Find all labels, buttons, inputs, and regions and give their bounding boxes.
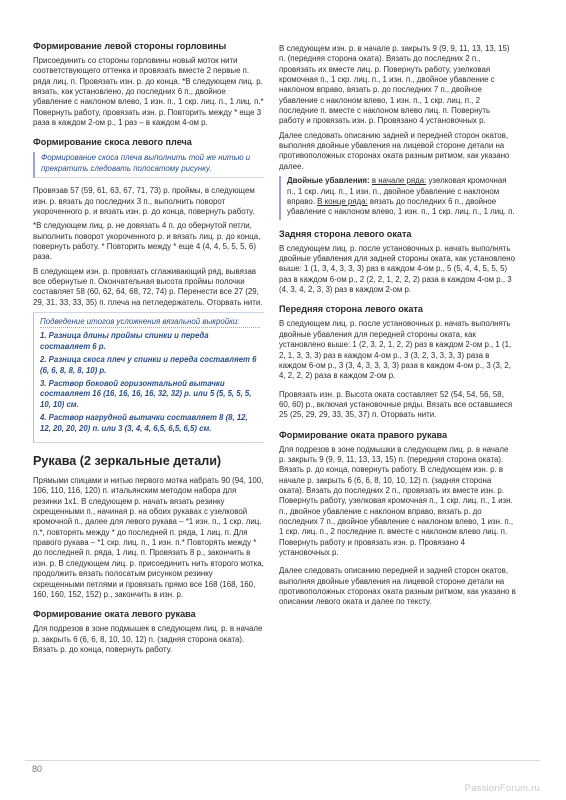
paragraph-cap-height: Провязать изн. р. Высота оката составляет 52 (54, 54, 56, 58, 60, 60) р., включая установочные ряды. Вязать все оставшиеся 25 (25, 29, 29, 33, 35, 37) п. Оторвать нити. <box>279 389 513 420</box>
watermark: PassionForum.ru <box>464 783 540 794</box>
paragraph-front-cap: В следующем лиц. р. после установочных р. начать выполнять двойные убавления для передней стороны оката, как установлено выше: 1 (2, 3, 2, 1, 2, 2) раз в каждом 2-ом р., 1 (1, 2, 1, 3, 3, 3) раз в каждом 4-ом р., 3 (3, 2, 3, 3, 3, 3) раза в каждом 6-ом р., 3 (3, 4, 3, 3, 3, 3) раза в каждом 4-ом р., 3 (3, 2, 4, 2, 2, 2) раза в каждом 2-ом р. <box>279 319 512 381</box>
heading-left-shoulder: Формирование скоса левого плеча <box>33 137 192 148</box>
row-end-label: В конце ряда: <box>317 196 368 206</box>
footer-divider <box>25 760 540 761</box>
summary-item: 1. Разница длины проймы спинки и переда составляет 6 р. <box>40 331 209 351</box>
heading-left-sleeve-cap: Формирование оката левого рукава <box>33 609 196 620</box>
heading-left-neckline: Формирование левой стороны горловины <box>33 41 227 51</box>
paragraph-sleeves: Прямыми спицами и нитью первого мотка набрать 90 (94, 100, 106, 110, 116, 120) п. итальянским методом набора для резинки 1х1. В следующем р. начать вязать резинку скрещенными п., начиная р. на обоих рукавах с узелковой кромочной п., далее для левого рукава – *1 изн. п., 1 скр. лиц. п.*, повторять между * до последней п. ряда, 1 лиц. п. Для правого рукава – *1 скр. лиц. п., 1 изн. п.* Повторять между * до последней п. ряда, 1 лиц. п. Провязать 8 р., закончить в изн. р. В следующем лиц. р. присоединить нить второго мотка, продолжить вязать полосатым рисунком резинку скрещенными петлями и провязать прямо все 168 (168, 160, 160, 160, 152, 152) р., закончить в изн. р. <box>33 476 264 599</box>
paragraph-back-cap: В следующем лиц. р. после установочных р. начать выполнять двойные убавления для задней стороны оката, как установлено выше: 1 (1, 3, 4, 3, 3, 3) раз в каждом 4-ом р., 5 (5, 4, 4, 5, 5, 5) раз в каждом 6-ом р., 2 (2, 2, 1, 2, 2, 2) раза в каждом 4-ом р., 3 (4, 3, 4, 2, 3, 3) раз в каждом 2-ом р. <box>279 243 515 295</box>
double-decrease-note <box>279 176 517 220</box>
summary-item: 4. Раствор нагрудной вытачки составляет 8 (8, 12, 12, 20, 20, 20) п. или 3 (3, 4, 4, 6,5, 6,5, 6,5) см. <box>40 413 248 433</box>
right-column <box>279 44 517 612</box>
page-number: 80 <box>32 764 43 774</box>
paragraph-shoulder-2: *В следующем лиц. р. не довязать 4 п. до обернутой петли, выполнить поворот укороченного р. и вязать лиц. р. до конца, повернуть работу. * Повторить между * еще 4 (4, 4, 5, 5, 5, 6) раза. <box>33 221 261 262</box>
paragraph-cap-follow: Далее следовать описанию задней и передней сторон окатов, выполняя двойные убавления на лицевой стороне детали на противоположных сторонах оката разным ритмом, как указано далее. <box>279 130 510 171</box>
paragraph-right-sleeve-cap: Для подрезов в зоне подмышки в следующем лиц. р. в начале р. закрыть 9 (9, 9, 11, 13, 13, 15) п. (передняя сторона оката). Вязать р. до конца, повернуть работу. В следующем изн. р. в начале р. закрыть 6 (6, 6, 8, 10, 10, 12) п. (задняя сторона оката). Вязать до последних 2 п., провязать их вместе изн. р. Повернуть работу, узелковая кромочная п., 1 скр. лиц. п., 1 изн. п., двойное убавление с наклоном вправо, вязать р. до последних 7 п., двойное убавление с наклоном влево, 1 изн. п., 1 скр. лиц. п., 2 последние п. вместе с наклоном влево лиц. п. Повернуть работу и провязать изн. р. Провязано 4 установочных р. <box>279 444 514 557</box>
paragraph-shoulder-1: Провязав 57 (59, 61, 63, 67, 71, 73) р. проймы, в следующем изн. р. вязать до последних 3 п., выполнить поворот укороченного р. и вязать изн. р. до конца, повернуть работу. <box>33 186 255 216</box>
row-start-label: в начале ряда: <box>371 176 427 186</box>
row-end-text: вязать до последних 6 п., двойное убавление с наклоном влево, 1 изн. п., 1 скр. лиц. п., 1 лиц. п. <box>287 196 515 217</box>
left-column <box>33 40 264 659</box>
row-start-text: узелковая кромочная п., 1 скр. лиц. п., 1 изн. п., двойное убавление с наклоном вправо. <box>287 176 507 206</box>
note-shoulder: Формирование скоса плеча выполнить той же нитью и прекратить следовать полосатому рисунку. <box>33 152 264 178</box>
section-title-sleeves: Рукава (2 зеркальные детали) <box>33 454 222 469</box>
paragraph-right-follow: Далее следовать описанию передней и задней сторон окатов, выполняя двойные убавления на лицевой стороне детали на противоположных сторонах оката разным ритмом, как указано в описании левого оката и далее по тексту. <box>279 566 516 607</box>
paragraph-left-neckline: Присоединить со стороны горловины новый моток нити соответствующего оттенка и провязать вместе 2 первые п. ряда лиц. п. Провязать изн. р. до конца. *В следующем лиц. р. вязать, как установлено, до последних 6 п., двойное убавление с наклоном влево, 1 изн. п., 1 скр. лиц. п., 1 лиц. п.* Повернуть работу, провязать изн. р. Повторить между * еще 3 раза в каждом 2-ом р., 1 раз – в каждом 4-ом р. <box>33 56 264 128</box>
heading-back-cap: Задняя сторона левого оката <box>279 228 412 239</box>
paragraph-cap-setup: В следующем изн. р. в начале р. закрыть 9 (9, 9, 11, 13, 13, 15) п. (передняя сторона оката). Вязать до последних 2 п., провязать их вместе лиц. р. Повернуть работу, узелковая кромочная п., 1 скр. лиц. п., 1 изн. п., двойное убавление с наклоном вправо, вязать р. до последних 7 п., двойное убавление с наклоном влево, 1 изн. п., 1 скр. лиц. п., 2 последние п. вместе с наклоном влево лиц. п. Повернуть работу и провязать изн. р. Провязано 4 установочных р. <box>279 44 510 126</box>
summary-box <box>33 312 264 443</box>
heading-right-sleeve-cap: Формирование оката правого рукава <box>279 429 448 440</box>
summary-item: 3. Раствор боковой горизонтальной вытачки составляет 16 (16, 16, 16, 16, 32, 32) р. или 5 (5, 5, 5, 5, 10, 10) см. <box>40 379 252 409</box>
double-decrease-label: Двойные убавления: <box>287 176 370 186</box>
summary-box-title: Подведение итогов усложнения вязальной выкройки: <box>40 317 260 328</box>
summary-item: 2. Разница скоса плеч у спинки и переда составляет 6 (6, 6, 8, 8, 8, 10) р. <box>40 355 257 375</box>
paragraph-left-sleeve-cap: Для подрезов в зоне подмышек в следующем лиц. р. в начале р. закрыть 6 (6, 6, 8, 10, 10, 12) п. (задняя сторона оката). Вязать р. до конца, повернуть работу. <box>33 624 263 654</box>
heading-front-cap: Передняя сторона левого оката <box>279 304 423 315</box>
paragraph-shoulder-3: В следующем изн. р. провязать сглаживающий ряд, вывязав все обернутые п. Окончательная высота проймы полочки составляет 58 (60, 62, 64, 68, 72, 74) р. Перенести все 27 (29, 29, 31, 33, 33, 35) п. плеча на петледержатель. Оторвать нити. <box>33 266 263 307</box>
